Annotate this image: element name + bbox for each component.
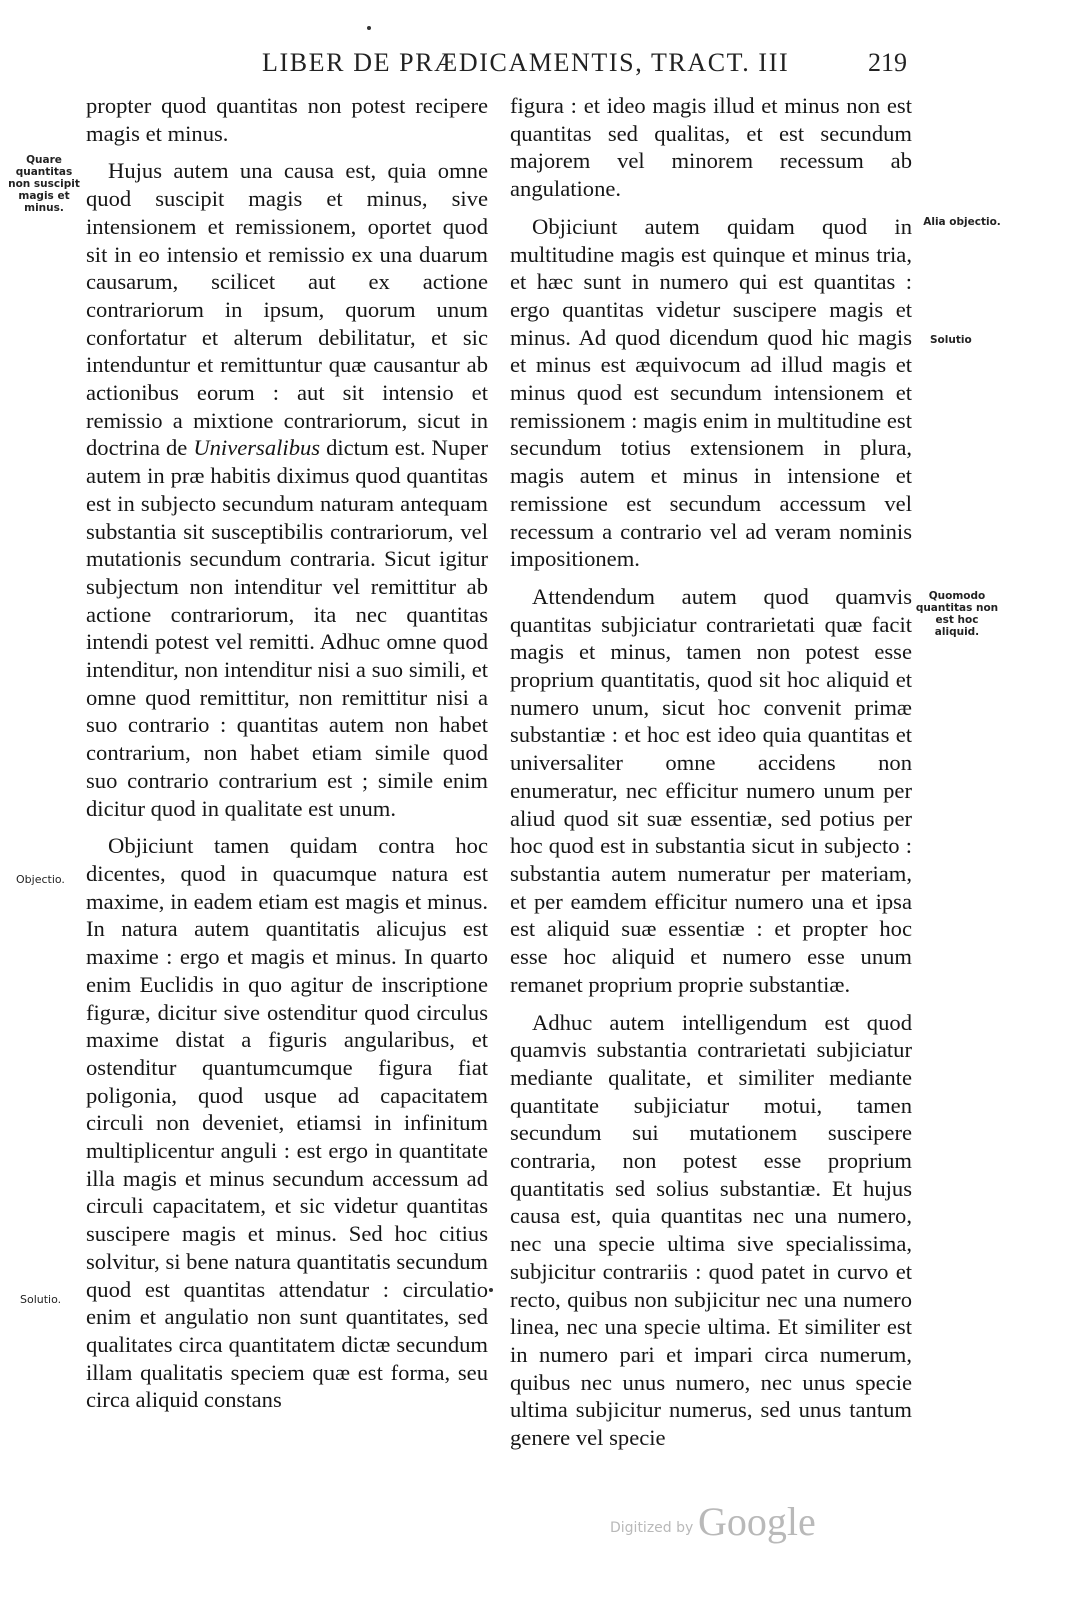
text-segment: Hujus autem una causa est, quia omne quod suscipit magis et minus, sive intensionem et remissionem, oportet quod sit in eo intensio et remissio ex una duarum causarum, scilicet aut ex actione contrariorum in ipsum, quorum unum confortatur et alterum debilitatur, et sic intenduntur et remittuntur quæ causantur ab actionibus eorum : aut sit intensio et remissio a mixtione contrariorum, sicut in doctrina de [86, 158, 488, 461]
page-number: 219 [868, 48, 907, 77]
print-speck [489, 1288, 493, 1292]
watermark-prefix: Digitized by [610, 1520, 694, 1536]
right-column-paragraph [510, 583, 912, 999]
right-column-paragraph [510, 1009, 912, 1452]
italic-text: Universalibus [193, 435, 321, 461]
left-column-paragraph [86, 157, 488, 822]
text-segment: Objiciunt autem quidam quod in multitudine magis est quinque et minus tria, et hæc sunt in numero qui est quantitas : ergo quantitas videtur suscipere magis et minus. Ad quod dicendum quod hic magis et minus est æquivocum ad illud magis et minus quod est secundum intensionem et remissionem : magis enim in multitudine est secundum totius extensionem in plura, magis autem et minus in intensione et remissione est secundum accessum vel recessum a contrario vel ad veram nominis impositionem. [510, 213, 912, 572]
text-segment: Adhuc autem intelligendum est quod quamvis substantia contrarietati subjiciatur mediante qualitate, et similiter mediante quantitate subjiciatur motui, tamen secundum sui mutationem suscipere contraria, non potest esse proprium quantitatis sed solius substantiæ. Et hujus causa est, quia quantitas nec una numero, nec una specie ultima sive specialissima, subjicitur contrariis : quod patet in curvo et recto, quibus non subjicitur nec una numero linea, nec una specie ultima. Et similiter est in numero pari et impari circa numerum, quibus nec unus numero, nec unus specie ultima subjicitur numerus, sed unus tantum genere vel specie [510, 1009, 912, 1451]
print-speck [367, 26, 371, 30]
left-text-column [86, 92, 488, 1414]
left-column-paragraph [86, 832, 488, 1414]
margin-note-quomodo: Quomodo quantitas non est hoc aliquid. [915, 590, 999, 638]
right-column-paragraph [510, 213, 912, 573]
margin-note-alia-objectio: Alia objectio. [923, 216, 1001, 228]
right-text-column [510, 92, 912, 1452]
text-segment: propter quod quantitas non potest recipere magis et minus. [86, 93, 488, 146]
page-header [0, 44, 1067, 84]
digitized-watermark [606, 1498, 846, 1548]
margin-note-quare: Quare quantitas non suscipit magis et minus. [8, 154, 80, 214]
margin-note-solutio-left: Solutio. [20, 1293, 62, 1306]
text-segment: Objiciunt tamen quidam contra hoc dicentes, quod in quacumque natura est maxime, in eadem etiam est magis et minus. In natura autem quantitatis alicujus est maxime : ergo et magis et minus. In quarto enim Euclidis in quo agitur de inscriptione figuræ, dicitur sive ostenditur quod circulus maxime distat a figuris angularibus, et ostenditur quantumcumque figura fiat poligonia, quod usque ad capacitatem circuli non deveniet, etiamsi in infinitum multiplicentur anguli : est ergo in quantitate illa magis et minus secundum accessum ad circuli capacitatem, et sic videtur quantitas suscipere magis et minus. Sed hoc citius solvitur, si bene natura quantitatis secundum quod est quantitas attendatur : circulatio enim et angulatio non sunt quantitates, sed qualitates circa quantitatem dictæ secundum illam qualitatis speciem quæ est forma, seu circa aliquid constans [86, 833, 488, 1413]
margin-note-objectio: Objectio. [16, 873, 65, 886]
text-segment: dictum est. Nuper autem in præ habitis diximus quod quantitas est in subjecto secundum naturam antequam substantia sit susceptibilis contrariorum, vel mutationis secundum contraria. Sicut igitur subjectum non intenditur vel remittitur ab actione contrariorum, ita nec quantitas intendi potest vel remitti. Adhuc omne quod intenditur, non intenditur nisi a suo simili, et omne quod remittitur, non remittitur nisi a suo contrario : quantitas autem non habet contrarium, non habet etiam simile quod suo contrario contrarium est ; simile enim dicitur quod in qualitate est unum. [86, 435, 488, 821]
text-segment: figura : et ideo magis illud et minus non est quantitas sed qualitas, et est secundum majorem vel minorem recessum ab angulatione. [510, 93, 912, 202]
running-title: LIBER DE PRÆDICAMENTIS, TRACT. III [262, 48, 790, 77]
margin-note-solutio-right: Solutio [930, 334, 972, 346]
text-segment: Attendendum autem quod quamvis quantitas subjiciatur contrarietati quæ facit magis et minus, tamen non potest esse proprium quantitatis, quod sit hoc aliquid et numero unum, sicut hoc convenit primæ substantiæ : et hoc est ideo quia quantitas et universaliter omne accidens non enumeratur, nec efficitur numero unum per aliud quod sit suæ essentiæ, sed potius per hoc quod est in substantia sicut in subjecto : substantia autem numeratur per materiam, et per eamdem efficitur numero una et ipsa est aliquid suæ essentiæ : et propter hoc esse hoc aliquid et numero esse unum remanet proprium proprie substantiæ. [510, 583, 912, 997]
left-column-paragraph [86, 92, 488, 147]
watermark-logo: Google [698, 1499, 816, 1544]
right-column-paragraph [510, 92, 912, 203]
